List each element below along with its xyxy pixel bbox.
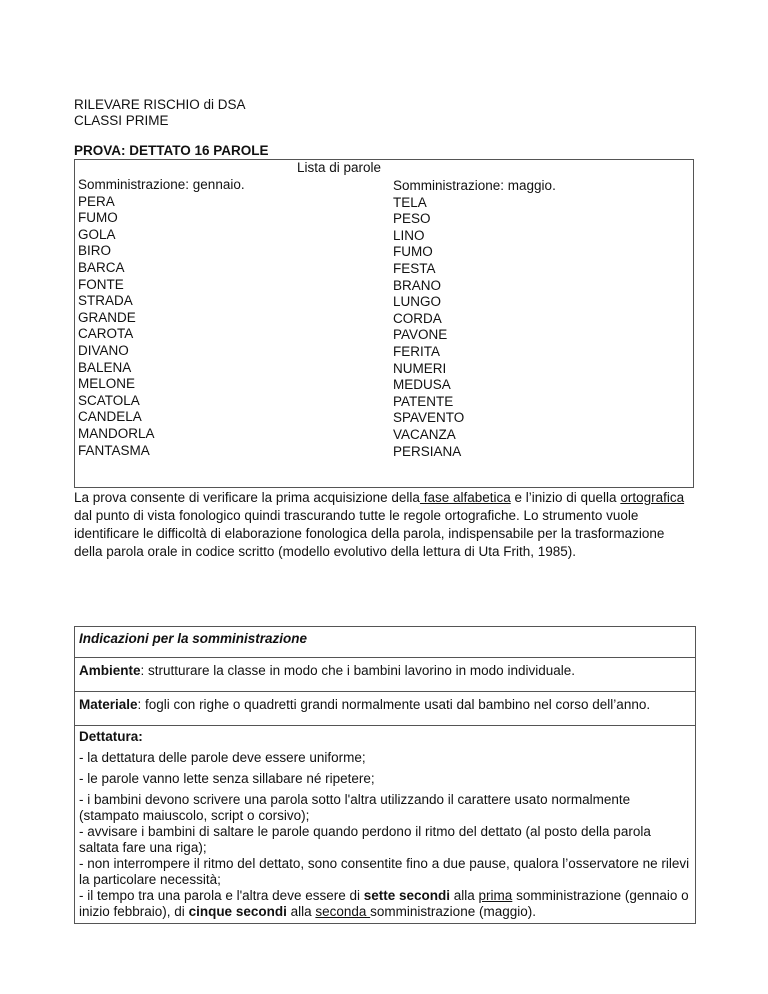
word-item: FUMO	[78, 210, 118, 226]
word-item: FERITA	[393, 343, 440, 359]
dettatura-item: - la dettatura delle parole deve essere uniforme;	[79, 750, 366, 765]
word-item: MELONE	[78, 376, 136, 392]
word-item: BIRO	[78, 243, 112, 259]
dettatura-label: Dettatura:	[79, 729, 143, 744]
fase-alfabetica-link[interactable]: fase alfabetica	[419, 490, 511, 505]
word-item: CANDELA	[78, 409, 142, 425]
word-item: FESTA	[393, 260, 436, 276]
right-heading: Somministrazione: maggio.	[393, 178, 556, 193]
instructions-table	[74, 626, 696, 924]
ambiente-row	[75, 658, 696, 692]
word-item: FONTE	[78, 276, 124, 292]
word-item: BARCA	[78, 259, 125, 275]
word-item: PATENTE	[393, 393, 454, 409]
word-item: MEDUSA	[393, 377, 451, 393]
dettatura-item: - avvisare i bambini di saltare le parole quando perdono il ritmo del dettato (al posto della parola saltata fare una riga);	[79, 824, 651, 855]
word-item: BALENA	[78, 359, 132, 375]
dettatura-item: - i bambini devono scrivere una parola sotto l'altra utilizzando il carattere usato normalmente (stampato maiuscolo, script o corsivo);	[79, 792, 631, 823]
word-item: SPAVENTO	[393, 410, 465, 426]
word-item: VACANZA	[393, 426, 456, 442]
test-title: PROVA: DETTATO 16 PAROLE	[74, 143, 269, 158]
document-header	[74, 97, 246, 129]
description-paragraph	[74, 489, 696, 561]
word-item: FUMO	[393, 244, 433, 260]
header-line-2: CLASSI PRIME	[74, 113, 169, 128]
word-item: PAVONE	[393, 327, 448, 343]
ambiente-label: Ambiente	[79, 663, 141, 678]
header-line-1: RILEVARE RISCHIO di DSA	[74, 97, 246, 112]
word-item: TELA	[393, 194, 427, 210]
materiale-label: Materiale	[79, 697, 138, 712]
paragraph-text: e l’inizio di quella	[510, 490, 621, 505]
word-list-title: Lista di parole	[297, 160, 382, 175]
word-item: PERSIANA	[393, 443, 462, 459]
word-list-box	[74, 159, 694, 488]
right-column	[393, 177, 556, 460]
word-item: MANDORLA	[78, 425, 155, 441]
word-item: STRADA	[78, 293, 133, 309]
ambiente-text: : strutturare la classe in modo che i bambini lavorino in modo individuale.	[140, 663, 575, 678]
word-item: FANTASMA	[78, 442, 150, 458]
dettatura-item: - non interrompere il ritmo del dettato, sono consentite fino a due pause, qualora l’osservatore ne rilevi la particolare necessità;	[79, 856, 690, 887]
word-item: LINO	[393, 227, 425, 243]
word-item: GOLA	[78, 226, 116, 242]
word-item: DIVANO	[78, 342, 129, 358]
materiale-text: : fogli con righe o quadretti grandi normalmente usati dal bambino nel corso dell’anno.	[137, 697, 651, 712]
paragraph-text: La prova consente di verificare la prima acquisizione della	[74, 490, 420, 505]
word-item: PESO	[393, 211, 431, 227]
dettatura-item: - il tempo tra una parola e l'altra deve essere di sette secondi alla prima somministrazione (gennaio o inizio febbraio), di cinque secondi alla seconda somministrazione (maggio).	[79, 888, 689, 919]
dettatura-cell	[75, 726, 696, 924]
materiale-row	[75, 692, 696, 726]
word-item: PERA	[78, 193, 115, 209]
left-column	[78, 177, 245, 459]
word-item: LUNGO	[393, 294, 442, 310]
word-item: BRANO	[393, 277, 442, 293]
word-item: CORDA	[393, 310, 442, 326]
dettatura-item: - le parole vanno lette senza sillabare né ripetere;	[79, 771, 375, 786]
left-heading: Somministrazione: gennaio.	[78, 177, 245, 192]
paragraph-text: dal punto di vista fonologico quindi trascurando tutte le regole ortografiche. Lo strumento vuole identificare le difficoltà di elaborazione fonologica della parola, indispensabile per la trasformazione della parola orale in codice scritto (modello evolutivo della lettura di Uta Frith, 1985).	[74, 508, 665, 559]
word-item: SCATOLA	[78, 392, 140, 408]
instructions-heading: Indicazioni per la somministrazione	[75, 627, 696, 658]
word-item: CAROTA	[78, 326, 134, 342]
word-item: GRANDE	[78, 309, 136, 325]
word-item: NUMERI	[393, 360, 447, 376]
ortografica-link[interactable]: ortografica	[620, 490, 685, 505]
